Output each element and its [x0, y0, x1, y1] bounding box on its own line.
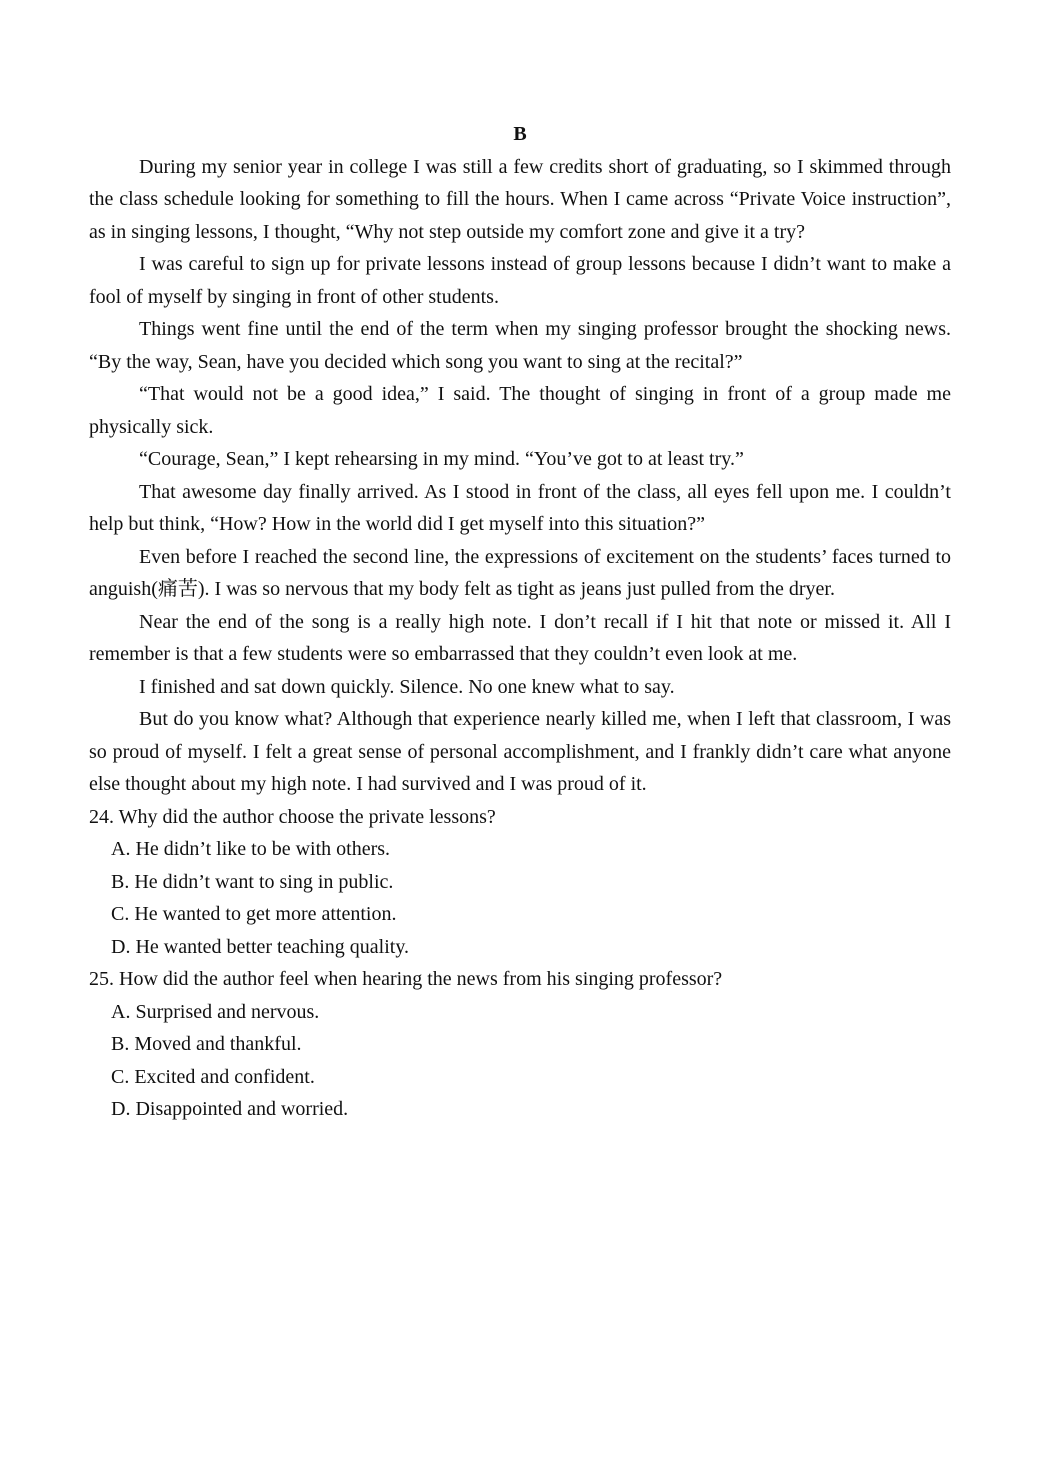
option-b: B. He didn’t want to sing in public. [111, 870, 394, 893]
option-a: A. He didn’t like to be with others. [111, 838, 391, 860]
document-page [89, 118, 951, 1126]
question-stem: 24. Why did the author choose the private lessons? [89, 805, 496, 828]
paragraph: I was careful to sign up for private lessons instead of group lessons because I didn’t want to make a fool of myself by singing in front of other students. [89, 253, 951, 308]
question-25 [89, 963, 951, 1126]
option-a: A. Surprised and nervous. [111, 1000, 320, 1023]
paragraph: Even before I reached the second line, the expressions of excitement on the students’ faces turned to anguish(痛苦). I was so nervous that my body felt as tight as jeans just pulled from the dryer. [89, 545, 951, 600]
section-title: B [513, 123, 527, 145]
option-d: D. He wanted better teaching quality. [111, 935, 410, 958]
paragraph: Near the end of the song is a really high note. I don’t recall if I hit that note or missed it. All I remember is that a few students were so embarrassed that they couldn’t even look at me. [89, 610, 951, 665]
option-c: C. Excited and confident. [111, 1065, 315, 1088]
paragraph: Things went fine until the end of the term when my singing professor brought the shocking news. “By the way, Sean, have you decided which song you want to sing at the recital?” [89, 318, 951, 373]
paragraph: “Courage, Sean,” I kept rehearsing in my mind. “You’ve got to at least try.” [139, 448, 744, 470]
paragraph: That awesome day finally arrived. As I stood in front of the class, all eyes fell upon me. I couldn’t help but think, “How? How in the world did I get myself into this situation?” [89, 480, 951, 535]
paragraph: But do you know what? Although that experience nearly killed me, when I left that classroom, I was so proud of myself. I felt a great sense of personal accomplishment, and I frankly didn’t care what anyone else thought about my high note. I had survived and I was proud of it. [89, 708, 951, 795]
option-d: D. Disappointed and worried. [111, 1098, 349, 1120]
paragraph: I finished and sat down quickly. Silence. No one knew what to say. [139, 675, 675, 698]
paragraph: During my senior year in college I was still a few credits short of graduating, so I skimmed through the class schedule looking for something to fill the hours. When I came across “Private Voice instruction”, as in singing lessons, I thought, “Why not step outside my comfort zone and give it a try? [89, 155, 951, 243]
option-b: B. Moved and thankful. [111, 1033, 302, 1055]
question-24 [89, 801, 951, 964]
paragraph: “That would not be a good idea,” I said. The thought of singing in front of a group made me physically sick. [89, 383, 951, 438]
passage [89, 151, 951, 801]
option-c: C. He wanted to get more attention. [111, 903, 397, 925]
question-stem: 25. How did the author feel when hearing the news from his singing professor? [89, 968, 723, 990]
